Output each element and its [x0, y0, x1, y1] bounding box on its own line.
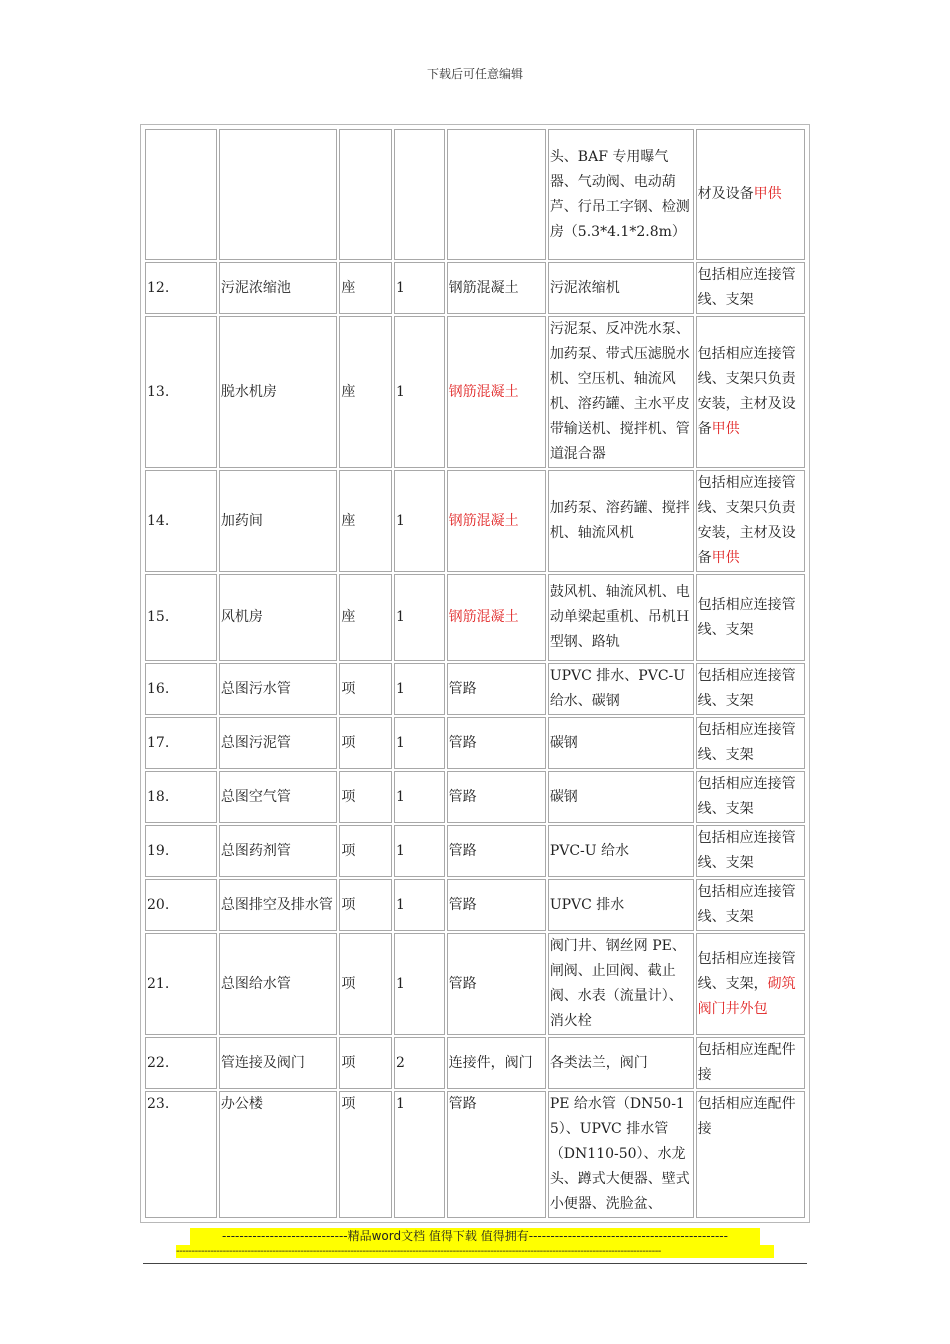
cell-materials: 污泥泵、反冲洗水泵、加药泵、带式压滤脱水机、空压机、轴流风机、溶药罐、主水平皮带输送机、搅拌机、管道混合器 [548, 316, 694, 468]
cell-unit: 项 [339, 717, 392, 769]
cell-remark [696, 129, 805, 260]
table-row [145, 1091, 805, 1218]
cell-unit: 座 [339, 316, 392, 468]
cell-structure: 管路 [447, 879, 546, 931]
cell-unit: 项 [339, 879, 392, 931]
cell-qty: 1 [394, 771, 445, 823]
spec-table [143, 127, 807, 1220]
cell-materials: UPVC 排水、PVC-U 给水、碳钢 [548, 663, 694, 715]
remark-text: 包括相应连接管线、支架 [697, 596, 796, 638]
cell-name: 总图给水管 [219, 933, 337, 1035]
cell-remark [696, 574, 805, 661]
cell-no [145, 129, 217, 260]
cell-materials: 碳钢 [548, 717, 694, 769]
cell-structure: 钢筋混凝土 [447, 470, 546, 572]
cell-name: 总图污水管 [219, 663, 337, 715]
cell-unit: 项 [339, 771, 392, 823]
remark-highlight: 甲供 [711, 550, 740, 566]
remark-text: 包括相应连接管线、支架 [697, 722, 796, 763]
cell-structure: 钢筋混凝土 [447, 574, 546, 661]
remark-text: 包括相应连接管线、支架， [697, 950, 796, 992]
cell-name: 总图排空及排水管 [219, 879, 337, 931]
cell-structure: 管路 [447, 825, 546, 877]
remark-text: 材及设备 [697, 186, 754, 202]
cell-qty: 1 [394, 663, 445, 715]
cell-qty: 1 [394, 717, 445, 769]
cell-unit: 座 [339, 574, 392, 661]
cell-structure: 管路 [447, 933, 546, 1035]
cell-materials: PE 给水管（DN50-15）、UPVC 排水管（DN110-50）、水龙头、蹲式大便器、壁式小便器、洗脸盆、 [548, 1091, 694, 1218]
cell-remark [696, 1037, 805, 1089]
remark-text: 包括相应连配件接 [697, 1042, 796, 1083]
cell-structure: 管路 [447, 1091, 546, 1218]
remark-text: 包括相应连接管线、支架 [697, 776, 796, 817]
cell-structure: 钢筋混凝土 [447, 262, 546, 314]
cell-unit: 项 [339, 663, 392, 715]
cell-materials: UPVC 排水 [548, 879, 694, 931]
table-row [145, 717, 805, 769]
table-row [145, 262, 805, 314]
cell-no: 16. [145, 663, 217, 715]
cell-structure [447, 129, 546, 260]
cell-unit: 项 [339, 1037, 392, 1089]
table-row [145, 470, 805, 572]
cell-remark [696, 470, 805, 572]
cell-no: 18. [145, 771, 217, 823]
cell-no: 22. [145, 1037, 217, 1089]
table-row [145, 771, 805, 823]
cell-name: 风机房 [219, 574, 337, 661]
cell-name: 脱水机房 [219, 316, 337, 468]
cell-no: 20. [145, 879, 217, 931]
table-row [145, 933, 805, 1035]
cell-structure: 管路 [447, 663, 546, 715]
cell-unit: 座 [339, 262, 392, 314]
remark-highlight: 甲供 [711, 421, 740, 437]
remark-text: 包括相应连接管线、支架 [697, 668, 796, 709]
cell-remark [696, 262, 805, 314]
table-row [145, 663, 805, 715]
cell-no: 23. [145, 1091, 217, 1218]
remark-text: 包括相应连接管线、支架 [697, 830, 796, 871]
cell-materials: 鼓风机、轴流风机、电动单梁起重机、吊机Ｈ型钢、路轨 [548, 574, 694, 661]
page-header: 下载后可任意编辑 [426, 67, 523, 81]
cell-unit: 项 [339, 933, 392, 1035]
footer-rule [143, 1263, 807, 1264]
remark-text: 包括相应连接管线、支架 [697, 267, 796, 308]
table-row [145, 129, 805, 260]
remark-text: 包括相应连接管线、支架只负责安装，主材及设备 [697, 475, 796, 566]
remark-text: 包括相应连接管线、支架只负责安装，主材及设备 [697, 346, 796, 437]
cell-materials: 污泥浓缩机 [548, 262, 694, 314]
remark-highlight: 甲供 [753, 186, 782, 202]
cell-name [219, 129, 337, 260]
table-row [145, 879, 805, 931]
cell-qty: 1 [394, 879, 445, 931]
remark-highlight: 砌筑阀门井外包 [697, 975, 796, 1017]
cell-materials: 头、BAF 专用曝气器、气动阀、电动葫芦、行吊工字钢、检测房（5.3*4.1*2.8m） [548, 129, 694, 260]
cell-remark [696, 717, 805, 769]
cell-unit: 座 [339, 470, 392, 572]
cell-qty: 2 [394, 1037, 445, 1089]
cell-no: 21. [145, 933, 217, 1035]
table-row [145, 1037, 805, 1089]
cell-no: 12. [145, 262, 217, 314]
cell-structure: 管路 [447, 717, 546, 769]
cell-name: 加药间 [219, 470, 337, 572]
cell-remark [696, 316, 805, 468]
cell-no: 14. [145, 470, 217, 572]
cell-no: 13. [145, 316, 217, 468]
footer-dash-line: ------------------------------------------------------------------------------------------------------------------------------------------------------------ [176, 1245, 774, 1258]
cell-no: 17. [145, 717, 217, 769]
cell-materials: 各类法兰，阀门 [548, 1037, 694, 1089]
cell-name: 总图空气管 [219, 771, 337, 823]
cell-materials: PVC-U 给水 [548, 825, 694, 877]
cell-qty: 1 [394, 470, 445, 572]
cell-materials: 碳钢 [548, 771, 694, 823]
cell-remark [696, 933, 805, 1035]
cell-remark [696, 1091, 805, 1218]
cell-structure: 钢筋混凝土 [447, 316, 546, 468]
spec-table-frame [140, 124, 810, 1223]
cell-qty: 1 [394, 574, 445, 661]
cell-name: 总图污泥管 [219, 717, 337, 769]
footer-promo-line: -----------------------------精品word文档 值得下载 值得拥有---------------------------------------------- [190, 1228, 760, 1245]
cell-no: 19. [145, 825, 217, 877]
remark-text: 包括相应连配件接 [697, 1096, 796, 1137]
cell-qty [394, 129, 445, 260]
cell-qty: 1 [394, 933, 445, 1035]
table-row [145, 316, 805, 468]
cell-qty: 1 [394, 825, 445, 877]
cell-materials: 阀门井、钢丝网 PE、闸阀、止回阀、截止阀、水表（流量计）、消火栓 [548, 933, 694, 1035]
cell-unit: 项 [339, 825, 392, 877]
cell-qty: 1 [394, 1091, 445, 1218]
table-row [145, 825, 805, 877]
table-row [145, 574, 805, 661]
cell-name: 总图药剂管 [219, 825, 337, 877]
cell-name: 管连接及阀门 [219, 1037, 337, 1089]
cell-qty: 1 [394, 316, 445, 468]
cell-remark [696, 825, 805, 877]
cell-materials: 加药泵、溶药罐、搅拌机、轴流风机 [548, 470, 694, 572]
cell-no: 15. [145, 574, 217, 661]
cell-unit [339, 129, 392, 260]
cell-remark [696, 663, 805, 715]
cell-structure: 管路 [447, 771, 546, 823]
cell-name: 污泥浓缩池 [219, 262, 337, 314]
remark-text: 包括相应连接管线、支架 [697, 884, 796, 925]
cell-unit: 项 [339, 1091, 392, 1218]
cell-remark [696, 879, 805, 931]
cell-qty: 1 [394, 262, 445, 314]
cell-structure: 连接件，阀门 [447, 1037, 546, 1089]
cell-remark [696, 771, 805, 823]
cell-name: 办公楼 [219, 1091, 337, 1218]
